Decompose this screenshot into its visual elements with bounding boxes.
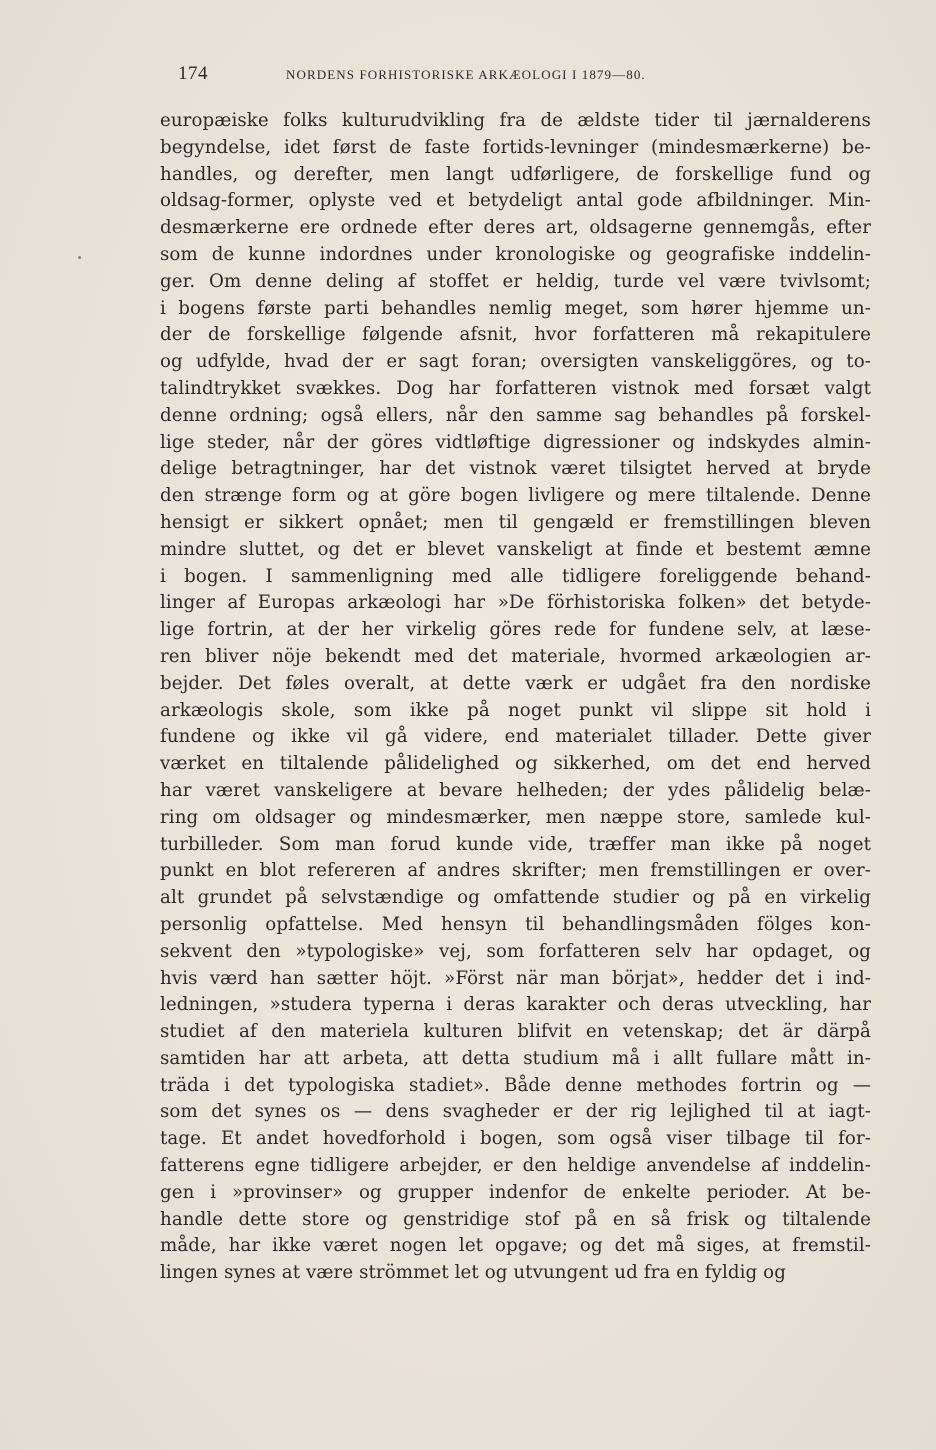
text-line: som det synes os — dens svagheder er der rig lejlighed til at iagt- [160, 1101, 871, 1123]
text-line: europæiske folks kulturudvikling fra de ældste tider til jærnalderens [160, 110, 871, 131]
text-line: hvis værd han sætter höjt. »Först när man börjat», hedder det i ind- [160, 967, 871, 989]
text-line: fatterens egne tidligere arbejder, er den heldige anvendelse af inddelin- [160, 1155, 871, 1177]
text-line: tage. Et andet hovedforhold i bogen, som også viser tilbage til for- [160, 1128, 871, 1150]
text-line: samtiden har att arbeta, att detta studium må i allt fullare mått in- [160, 1047, 871, 1069]
text-line: oldsag-former, oplyste ved et betydeligt antal gode afbildninger. Min- [160, 190, 871, 212]
text-line: ger. Om denne deling af stoffet er heldig, turde vel være tvivlsomt; [160, 270, 871, 292]
body-text [160, 108, 871, 1287]
text-line: ren bliver nöje bekendt med det materiale, hvormed arkæologien ar- [160, 645, 871, 667]
running-head: NORDENS FORHISTORISKE ARKÆOLOGI I 1879—80. [286, 67, 646, 82]
text-line: handle dette store og genstridige stof på en så frisk og tiltalende [160, 1208, 871, 1230]
text-line: i bogen. I sammenligning med alle tidligere foreliggende behand- [160, 565, 871, 587]
text-line: personlig opfattelse. Med hensyn til behandlingsmåden fölges kon- [160, 913, 871, 935]
text-line: ring om oldsager og mindesmærker, men næppe store, samlede kul- [160, 806, 871, 828]
text-line: turbilleder. Som man forud kunde vide, træffer man ikke på noget [160, 833, 871, 855]
text-line: hensigt er sikkert opnået; men til gengæld er fremstillingen bleven [160, 511, 871, 533]
text-line: den strænge form og at göre bogen livligere og mere tiltalende. Denne [160, 485, 871, 507]
text-line: punkt en blot refereren af andres skrifter; men fremstillingen er over- [160, 860, 871, 882]
text-line: arkæologis skole, som ikke på noget punkt vil slippe sit hold i [160, 699, 871, 721]
text-line: begyndelse, idet først de faste fortids-levninger (mindesmærkerne) be- [160, 136, 871, 158]
page-number: 174 [178, 63, 208, 84]
text-line: alt grundet på selvstændige og omfattende studier og på en virkelig [160, 887, 871, 909]
text-line: delige betragtninger, har det vistnok været tilsigtet herved at bryde [160, 458, 871, 480]
text-line: værket en tiltalende pålidelighed og sikkerhed, om det end herved [160, 753, 871, 775]
text-line: handles, og derefter, men langt udførligere, de forskellige fund og [160, 163, 871, 185]
text-line: lingen synes at være strömmet let og utvungent ud fra en fyldig og [160, 1262, 786, 1284]
text-line: lige fortrin, at der her virkelig göres rede for fundene selv, at læse- [160, 619, 871, 641]
text-line: som de kunne indordnes under kronologiske og geografiske inddelin- [160, 243, 871, 265]
text-line: måde, har ikke været nogen let opgave; og det må siges, at fremstil- [160, 1235, 871, 1257]
text-line: talindtrykket svækkes. Dog har forfatteren vistnok med forsæt valgt [160, 377, 871, 399]
text-line: der de forskellige følgende afsnit, hvor forfatteren må rekapitulere [160, 324, 871, 346]
text-line: gen i »provinser» og grupper indenfor de enkelte perioder. At be- [160, 1181, 871, 1203]
page-header [178, 62, 868, 86]
text-line: bejder. Det føles overalt, at dette værk er udgået fra den nordiske [160, 672, 871, 694]
text-line: lige steder, når der göres vidtløftige digressioner og indskydes almin- [160, 431, 871, 453]
text-line: og udfylde, hvad der er sagt foran; oversigten vanskeliggöres, og to- [160, 351, 871, 373]
text-line: fundene og ikke vil gå videre, end materialet tillader. Dette giver [160, 726, 871, 748]
text-line: har været vanskeligere at bevare helheden; der ydes pålidelig belæ- [160, 779, 871, 801]
text-line: i bogens første parti behandles nemlig meget, som hører hjemme un- [160, 297, 871, 319]
text-line: denne ordning; også ellers, når den samme sag behandles på forskel- [160, 404, 871, 426]
paper-speck [78, 256, 81, 259]
text-line: sekvent den »typologiske» vej, som forfatteren selv har opdaget, og [160, 940, 871, 962]
text-line: desmærkerne ere ordnede efter deres art, oldsagerne gennemgås, efter [160, 217, 871, 239]
text-line: studiet af den materiela kulturen blifvit en vetenskap; det är därpå [160, 1021, 871, 1043]
text-line: ledningen, »studera typerna i deras karakter och deras utveckling, har [160, 994, 871, 1016]
text-line: träda i det typologiska stadiet». Både denne methodes fortrin og — [160, 1074, 871, 1096]
text-line: mindre sluttet, og det er blevet vanskeligt at finde et bestemt æmne [160, 538, 871, 560]
text-line: linger af Europas arkæologi har »De förhistoriska folken» det betyde- [160, 592, 871, 614]
